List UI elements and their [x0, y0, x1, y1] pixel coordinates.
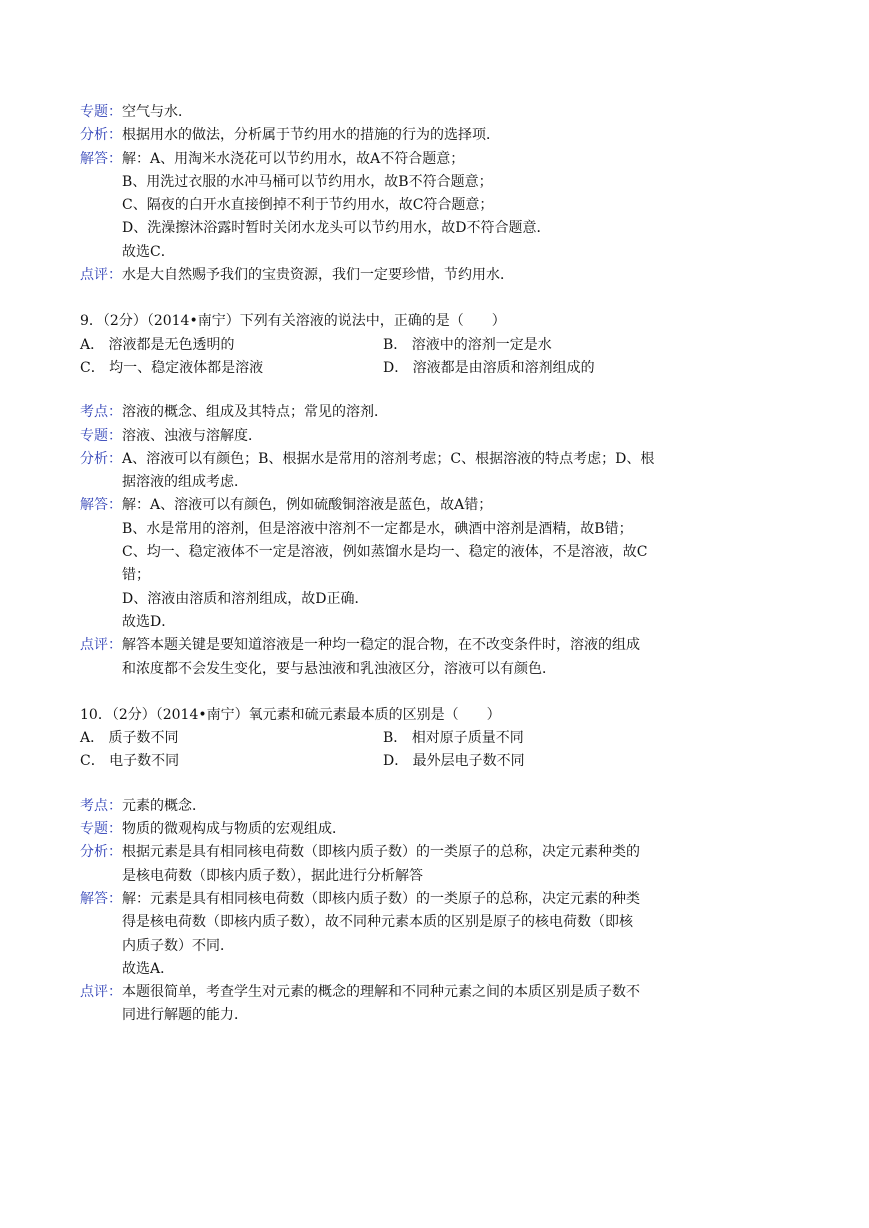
fenxi-row — [80, 124, 700, 147]
kaodian-label: 考点： — [80, 797, 122, 814]
jieda-line: D、洗澡擦沐浴露时暂时关闭水龙头可以节约用水，故D不符合题意． — [122, 220, 551, 237]
dianping-line: 同进行解题的能力． — [122, 1007, 248, 1024]
kaodian-text: 元素的概念． — [122, 797, 206, 814]
question-10 — [80, 704, 700, 1028]
question-stem: 10．（2分）（2014•南宁）氧元素和硫元素最本质的区别是（ ） — [80, 706, 501, 723]
dianping-line: 解答本题关键是要知道溶液是一种均一稳定的混合物，在不改变条件时，溶液的组成 — [122, 637, 640, 654]
fenxi-label: 分析： — [80, 844, 122, 861]
jieda-line: 错； — [122, 567, 150, 584]
zhuanti-label: 专题： — [80, 427, 122, 444]
options-row — [80, 334, 700, 357]
jieda-label: 解答： — [80, 497, 122, 514]
jieda-line: 解：元素是具有相同核电荷数（即核内质子数）的一类原子的总称，决定元素的种类 — [122, 890, 640, 907]
jieda-row — [80, 494, 700, 517]
options-row — [80, 727, 700, 750]
zhuanti-label: 专题： — [80, 821, 122, 838]
kaodian-row — [80, 795, 700, 818]
jieda-line: B、用洗过衣服的水冲马桶可以节约用水，故B不符合题意； — [122, 173, 493, 190]
jieda-line: 故选A． — [122, 960, 175, 977]
zhuanti-text: 物质的微观构成与物质的宏观组成． — [122, 821, 346, 838]
jieda-line: 故选C． — [122, 243, 175, 260]
option-d: D． 溶液都是由溶质和溶剂组成的 — [383, 359, 595, 376]
question-9 — [80, 310, 700, 680]
option-d: D． 最外层电子数不同 — [383, 753, 525, 770]
option-c: C． 电子数不同 — [80, 753, 180, 770]
zhuanti-row — [80, 425, 700, 448]
kaodian-text: 溶液的概念、组成及其特点；常见的溶剂． — [122, 404, 388, 421]
kaodian-row — [80, 401, 700, 424]
zhuanti-row — [80, 818, 700, 841]
fenxi-label: 分析： — [80, 127, 122, 144]
options-row — [80, 750, 700, 773]
zhuanti-text: 溶液、浊液与溶解度． — [122, 427, 262, 444]
option-a: A． 质子数不同 — [80, 730, 179, 747]
zhuanti-label: 专题： — [80, 104, 122, 120]
option-c: C． 均一、稳定液体都是溶液 — [80, 359, 264, 376]
jieda-row — [80, 888, 700, 911]
dianping-row — [80, 634, 700, 657]
question-stem: 9．（2分）（2014•南宁）下列有关溶液的说法中，正确的是（ ） — [80, 313, 506, 330]
dianping-label: 点评： — [80, 637, 122, 654]
dianping-line: 和浓度都不会发生变化，要与悬浊液和乳浊液区分，溶液可以有颜色． — [122, 660, 556, 677]
fenxi-line: A、溶液可以有颜色；B、根据水是常用的溶剂考虑；C、根据溶液的特点考虑；D、根 — [122, 450, 655, 467]
fenxi-row — [80, 448, 700, 471]
fenxi-text: 根据用水的做法，分析属于节约用水的措施的行为的选择项． — [122, 127, 500, 144]
dianping-text: 水是大自然赐予我们的宝贵资源，我们一定要珍惜，节约用水． — [122, 267, 514, 284]
jieda-line: 解：A、用淘米水浇花可以节约用水，故A不符合题意； — [122, 150, 465, 167]
jieda-line: 解：A、溶液可以有颜色，例如硫酸铜溶液是蓝色，故A错； — [122, 497, 493, 514]
kaodian-label: 考点： — [80, 404, 122, 421]
option-a: A． 溶液都是无色透明的 — [80, 336, 235, 353]
jieda-label: 解答： — [80, 890, 122, 907]
jieda-line: C、隔夜的白开水直接倒掉不利于节约用水，故C符合题意； — [122, 197, 494, 214]
fenxi-label: 分析： — [80, 450, 122, 467]
jieda-line: B、水是常用的溶剂，但是溶液中溶剂不一定都是水，碘酒中溶剂是酒精，故B错； — [122, 520, 633, 537]
jieda-label: 解答： — [80, 150, 122, 167]
fenxi-line: 根据元素是具有相同核电荷数（即核内质子数）的一类原子的总称，决定元素种类的 — [122, 844, 640, 861]
zhuanti-row — [80, 101, 700, 124]
question-8-analysis — [80, 101, 700, 287]
zhuanti-text: 空气与水． — [122, 104, 192, 120]
dianping-row — [80, 264, 700, 287]
options-row — [80, 357, 700, 380]
dianping-line: 本题很简单，考查学生对元素的概念的理解和不同种元素之间的本质区别是质子数不 — [122, 984, 640, 1001]
option-b: B． 溶液中的溶剂一定是水 — [383, 336, 552, 353]
jieda-row — [80, 148, 700, 171]
dianping-label: 点评： — [80, 267, 122, 284]
fenxi-line: 据溶液的组成考虑． — [122, 474, 248, 491]
option-b: B． 相对原子质量不同 — [383, 730, 524, 747]
jieda-line: D、溶液由溶质和溶剂组成，故D正确． — [122, 590, 369, 607]
fenxi-row — [80, 841, 700, 864]
dianping-label: 点评： — [80, 984, 122, 1001]
jieda-line: 故选D． — [122, 613, 176, 630]
fenxi-line: 是核电荷数（即核内质子数），据此进行分析解答 — [122, 867, 423, 884]
document-page — [80, 101, 700, 1028]
jieda-line: 得是核电荷数（即核内质子数），故不同种元素本质的区别是原子的核电荷数（即核 — [122, 914, 633, 931]
jieda-line: 内质子数）不同． — [122, 937, 234, 954]
dianping-row — [80, 981, 700, 1004]
jieda-line: C、均一、稳定液体不一定是溶液，例如蒸馏水是均一、稳定的液体，不是溶液，故C — [122, 544, 648, 561]
